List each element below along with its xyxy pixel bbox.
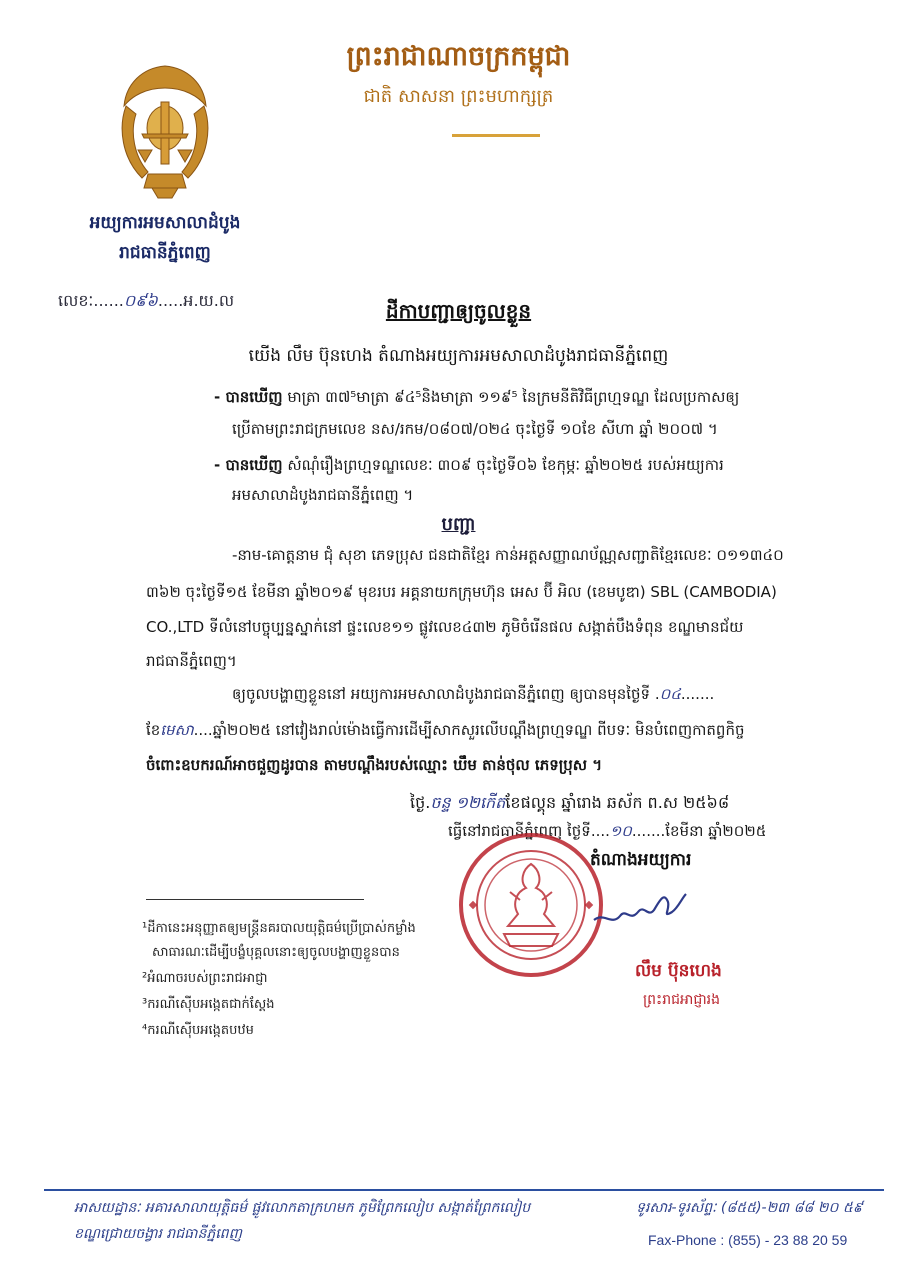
note-2: ²អំណាចរបស់ព្រះរាជអាជ្ញា	[142, 971, 268, 986]
body-p2-dots: .......	[680, 685, 715, 703]
body-p2-text-b: ....ឆ្នាំ២០២៥ នៅវៀងរាល់ម៉ោងធ្វើការដើម្បីសាកសួរលើបណ្តឹងព្រហ្មទណ្ឌ ពីបទៈ មិនបំពេញកាតព្វកិច្ច	[193, 721, 745, 739]
note-1-line-2: សាធារណៈដើម្បីបង្ខំបុគ្គលនោះឲ្យចូលបង្ហាញខ្លួនបាន	[152, 945, 400, 960]
body-p1-line-2: ៣៦២ ចុះថ្ងៃទី១៥ ខែមីនា ឆ្នាំ២០១៩ មុខរបរ អគ្គនាយកក្រុមហ៊ុន អេស ប៊ី អិល (ខេមបូឌា) SBL (CAMBODIA)	[146, 583, 777, 601]
footer-phone-english: Fax-Phone : (855) - 23 88 20 59	[648, 1232, 848, 1248]
note-3: ³ករណីស៊ើបអង្កេតជាក់ស្តែង	[142, 997, 275, 1012]
reference-handwritten-number: ០៩៦	[123, 291, 158, 310]
note-1-line-1: ¹ដីកានេះអនុញ្ញាតឲ្យមន្ត្រីនគរបាលយុត្តិធម៌ប្រើប្រាស់កម្លាំង	[142, 921, 416, 936]
lunar-date-handwritten: ចន្ទ ១២កើត	[430, 793, 506, 812]
note-4: ⁴ករណីស៊ើបអង្កេតបឋម	[142, 1023, 254, 1038]
lunar-date-rest: ខែផល្គុន ឆ្នាំរោង ឆស័ក ព.ស ២៥៦៨	[505, 793, 730, 812]
body-p2-month-label: ខែ	[146, 721, 161, 739]
consideration-2-lead: - បានឃើញ	[214, 456, 283, 474]
consideration-2-line-2: អមសាលាដំបូងរាជធានីភ្នំពេញ ។	[232, 486, 414, 504]
signatory-name: លឹម ប៊ុនហេង	[635, 961, 722, 981]
order-heading: បញ្ជា	[441, 514, 476, 535]
solar-date-rest: .......ខែមីនា ឆ្នាំ២០២៥	[631, 822, 767, 840]
office-name: អយ្យការអមសាលាដំបូង	[89, 213, 241, 233]
reference-suffix: .....អ.យ.ល	[157, 291, 235, 310]
consideration-2-line-1	[214, 456, 724, 478]
office-city: រាជធានីភ្នំពេញ	[119, 243, 211, 263]
consideration-1-line-2: ប្រើតាមព្រះរាជក្រមលេខ នស/រកម/០៨០៧/០២៤ ចុះថ្ងៃទី ១០ខែ សីហា ឆ្នាំ ២០០៧ ។	[232, 420, 718, 438]
issuer-line: យើង លឹម ប៊ុនហេង តំណាងអយ្យការអមសាលាដំបូងរាជធានីភ្នំពេញ	[248, 346, 669, 366]
body-p1-line-4: រាជធានីភ្នំពេញ។	[146, 652, 237, 670]
consideration-1-lead: - បានឃើញ	[214, 388, 283, 406]
notes-divider	[146, 899, 364, 900]
solar-date-prefix: ធ្វើនៅរាជធានីភ្នំពេញ ថ្ងៃទី....	[448, 822, 610, 840]
signatory-role: ព្រះរាជអាជ្ញារង	[643, 992, 720, 1008]
consideration-2-text: សំណុំរឿងព្រហ្មទណ្ឌលេខៈ ៣០៩ ចុះថ្ងៃទី០៦ ខែកុម្ភៈ ឆ្នាំ២០២៥ របស់អយ្យការ	[282, 456, 724, 474]
footer-address-line-1: អាសយដ្ឋានៈ អគារសាលាយុត្តិធម៌ ផ្លូវលោកតាក្រហមក ភូមិព្រែកលៀប សង្កាត់ព្រែកលៀប	[74, 1200, 531, 1216]
footer-phone-khmer: ទូរសារ-ទូរស័ព្ទៈ (៨៥៥)-២៣ ៨៨ ២០ ៥៩	[636, 1200, 863, 1216]
court-emblem-icon	[112, 62, 218, 202]
solar-date-handwritten: ១០	[609, 822, 632, 840]
body-p2-line-1	[232, 685, 714, 707]
reference-prefix: លេខៈ......	[58, 291, 124, 310]
motto-divider	[452, 134, 540, 137]
footer-divider	[44, 1189, 884, 1191]
footer-address-line-2: ខណ្ឌជ្រោយចង្វារ រាជធានីភ្នំពេញ	[74, 1226, 242, 1242]
official-seal-icon	[456, 830, 606, 980]
signature-mark	[590, 882, 690, 932]
appearance-month-handwritten: មេសា	[160, 721, 194, 739]
body-p2-line-2	[146, 721, 745, 743]
body-p2-text-a: ឲ្យចូលបង្ហាញខ្លួននៅ អយ្យការអមសាលាដំបូងរាជធានីភ្នំពេញ ឲ្យបានមុនថ្ងៃទី .	[232, 685, 660, 703]
body-p1-line-3: CO.,LTD ទីលំនៅបច្ចុប្បន្នស្នាក់នៅ ផ្ទះលេខ១១ ផ្លូវលេខ៤៣២ ភូមិចំរើនផល សង្កាត់បឹងទំពុន ខណ្ឌមានជ័យ	[146, 618, 744, 636]
lunar-date	[410, 792, 729, 816]
consideration-1-line-1	[214, 388, 739, 410]
signatory-position: តំណាងអយ្យការ	[590, 850, 692, 870]
lunar-date-prefix: ថ្ងៃ.	[410, 793, 431, 812]
document-title: ដីកាបញ្ជាឲ្យចូលខ្លួន	[385, 299, 532, 323]
national-motto: ជាតិ សាសនា ព្រះមហាក្សត្រ	[363, 86, 554, 107]
appearance-day-handwritten: ០៤	[659, 685, 681, 703]
body-p2-line-3: ចំពោះឧបករណ៍អាចជួញដូរបាន តាមបណ្តឹងរបស់ឈ្មោះ ឃឹម តាន់ថុល ភេទប្រុស ។	[146, 756, 603, 774]
consideration-1-text: មាត្រា ៣៧⁵មាត្រា ៩៤⁵និងមាត្រា ១១៩⁵ នៃក្រមនីតិវិធីព្រហ្មទណ្ឌ ដែលប្រកាសឲ្យ	[282, 388, 740, 406]
kingdom-heading: ព្រះរាជាណាចក្រកម្ពុជា	[346, 41, 571, 72]
body-p1-line-1: -នាម-គោត្តនាម ជុំ សុខា ភេទប្រុស ជនជាតិខ្មែរ កាន់អត្តសញ្ញាណប័ណ្ណសញ្ជាតិខ្មែរលេខៈ ០១១៣៤០	[232, 546, 784, 564]
